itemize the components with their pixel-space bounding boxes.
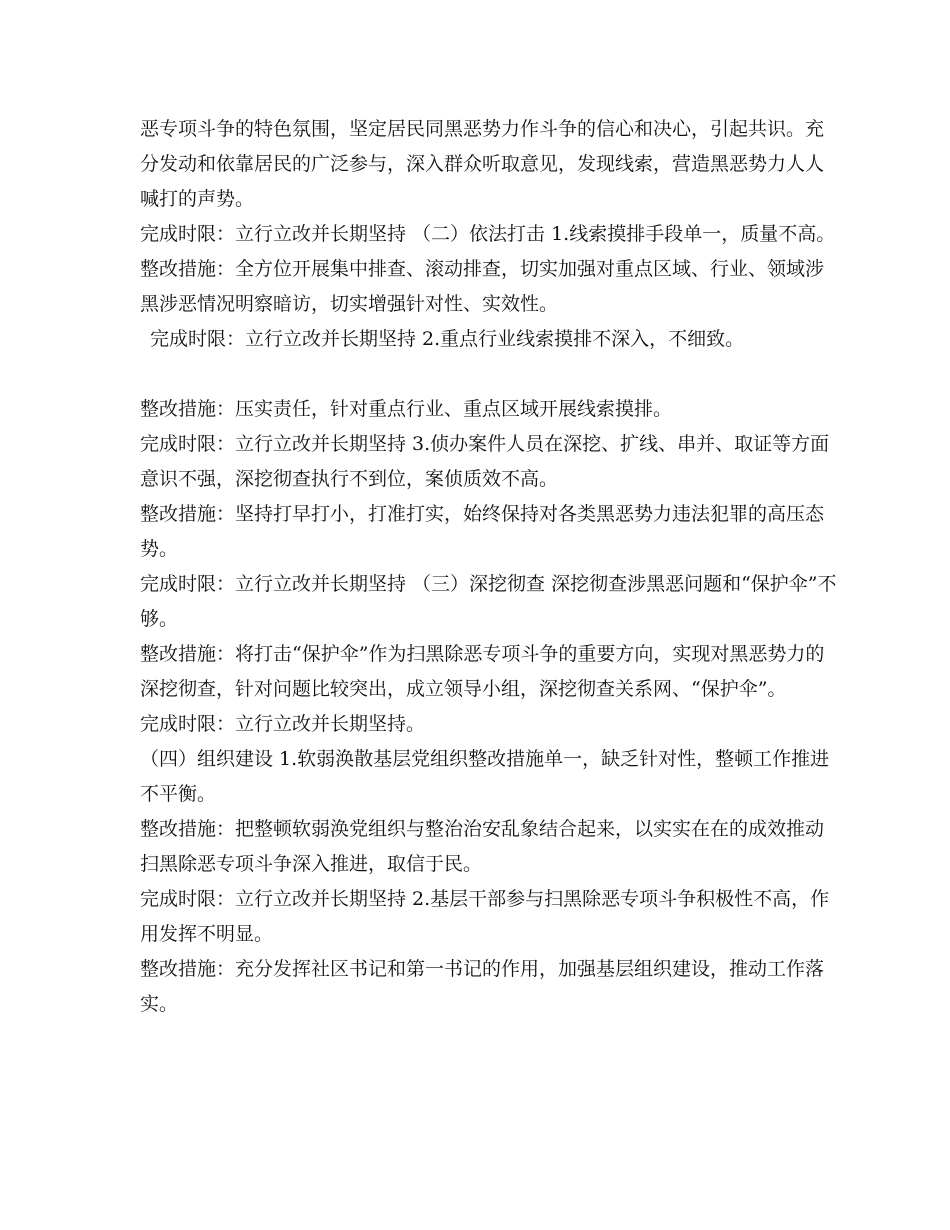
paragraph-2: 完成时限：立行立改并长期坚持 （二）依法打击 1.线索摸排手段单一，质量不高。	[140, 223, 836, 245]
paragraph-3: 整改措施：全方位开展集中排查、滚动排查，切实加强对重点区域、行业、领域涉黑涉恶情况明察暗访，切实增强针对性、实效性。	[140, 258, 825, 315]
paragraph-6: 完成时限：立行立改并长期坚持 3.侦办案件人员在深挖、扩线、串并、取证等方面意识不强，深挖彻查执行不到位，案侦质效不高。	[140, 433, 830, 490]
paragraph-4: 完成时限：立行立改并长期坚持 2.重点行业线索摸排不深入，不细致。	[150, 328, 745, 350]
paragraph-1: 恶专项斗争的特色氛围，坚定居民同黑恶势力作斗争的信心和决心，引起共识。充分发动和依靠居民的广泛参与，深入群众听取意见，发现线索，营造黑恶势力人人喊打的声势。	[140, 118, 825, 210]
paragraph-11: （四）组织建设 1.软弱涣散基层党组织整改措施单一，缺乏针对性，整顿工作推进不平衡。	[140, 748, 830, 805]
paragraph-13: 完成时限：立行立改并长期坚持 2.基层干部参与扫黑除恶专项斗争积极性不高，作用发挥不明显。	[140, 888, 830, 945]
paragraph-10: 完成时限：立行立改并长期坚持。	[140, 713, 426, 735]
paragraph-7: 整改措施：坚持打早打小，打准打实，始终保持对各类黑恶势力违法犯罪的高压态势。	[140, 503, 825, 560]
paragraph-9: 整改措施：将打击“保护伞”作为扫黑除恶专项斗争的重要方向，实现对黑恶势力的深挖彻查，针对问题比较突出，成立领导小组，深挖彻查关系网、“保护伞”。	[140, 643, 825, 700]
paragraph-5: 整改措施：压实责任，针对重点行业、重点区域开展线索摸排。	[140, 398, 673, 420]
paragraph-8: 完成时限：立行立改并长期坚持 （三）深挖彻查 深挖彻查涉黑恶问题和“保护伞”不够。	[140, 573, 837, 630]
paragraph-14: 整改措施：充分发挥社区书记和第一书记的作用，加强基层组织建设，推动工作落实。	[140, 958, 825, 1015]
document-body	[140, 112, 840, 1022]
paragraph-12: 整改措施：把整顿软弱涣党组织与整治治安乱象结合起来，以实实在在的成效推动扫黑除恶专项斗争深入推进，取信于民。	[140, 818, 825, 875]
